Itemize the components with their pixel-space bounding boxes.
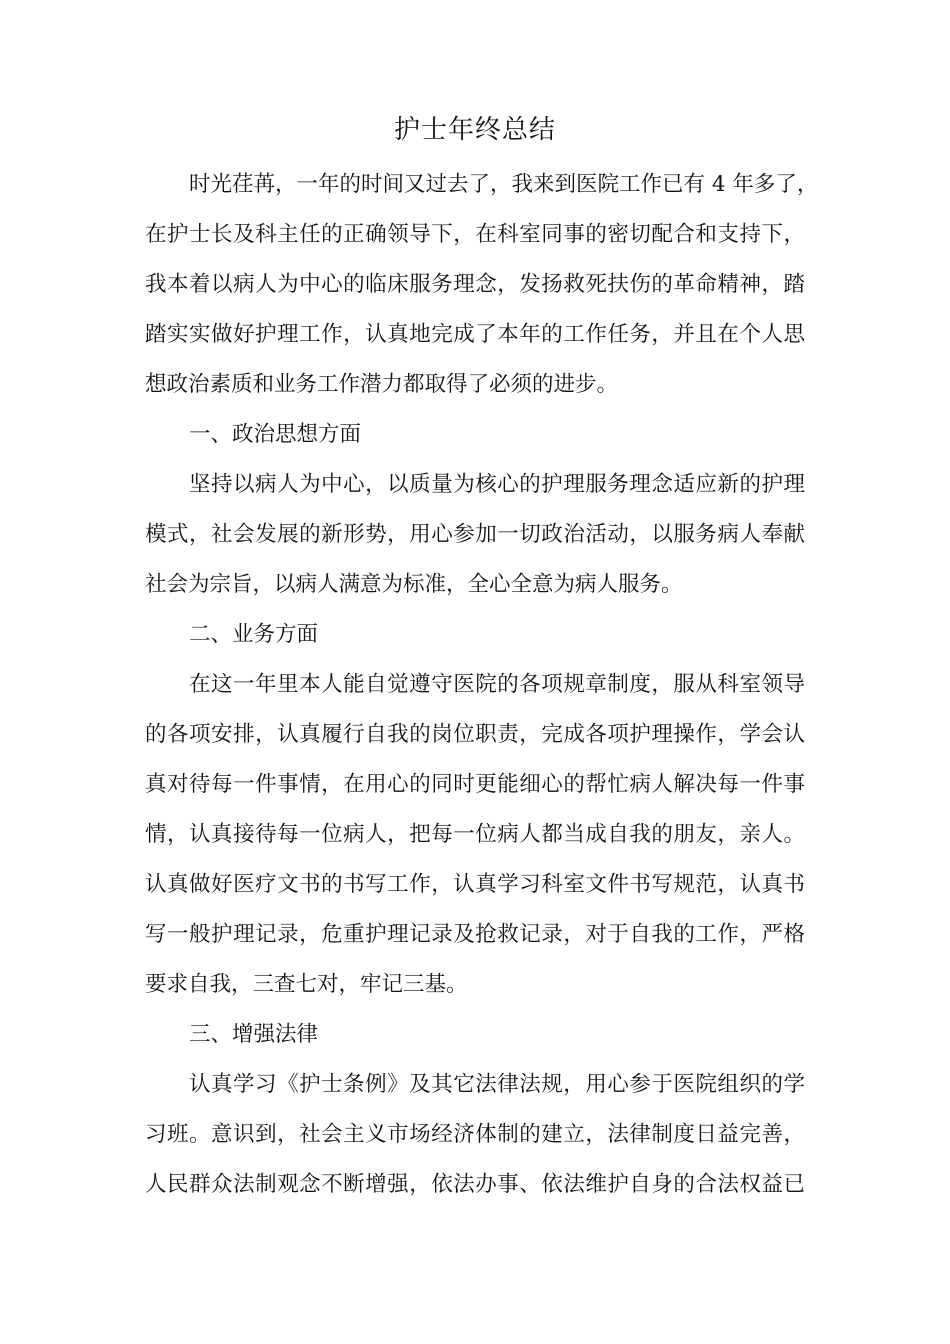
paragraph-line: 踏实实做好护理工作，认真地完成了本年的工作任务，并且在个人思 [145,322,805,347]
paragraph-line: 时光荏苒，一年的时间又过去了，我来到医院工作已有 4 年多了， [189,172,819,197]
paragraph-line: 认真学习《护士条例》及其它法律法规，用心参于医院组织的学 [189,1072,805,1097]
paragraph-line: 的各项安排，认真履行自我的岗位职责，完成各项护理操作，学会认 [145,722,805,747]
paragraph-line: 模式，社会发展的新形势，用心参加一切政治活动，以服务病人奉献 [145,522,805,547]
paragraph-line: 认真做好医疗文书的书写工作，认真学习科室文件书写规范，认真书 [145,872,805,897]
document-title: 护士年终总结 [393,115,556,145]
paragraph-line: 在护士长及科主任的正确领导下，在科室同事的密切配合和支持下， [145,222,805,247]
paragraph-line: 习班。意识到，社会主义市场经济体制的建立，法律制度日益完善， [145,1122,805,1147]
paragraph-line: 要求自我，三查七对，牢记三基。 [145,972,468,997]
section-heading: 一、政治思想方面 [189,422,362,447]
paragraph-line: 我本着以病人为中心的临床服务理念，发扬救死扶伤的革命精神，踏 [145,272,805,297]
paragraph-line: 人民群众法制观念不断增强，依法办事、依法维护自身的合法权益已 [145,1172,805,1197]
paragraph-line: 在这一年里本人能自觉遵守医院的各项规章制度，服从科室领导 [189,672,805,697]
section-heading: 三、增强法律 [189,1022,319,1047]
paragraph-line: 真对待每一件事情，在用心的同时更能细心的帮忙病人解决每一件事 [145,772,805,797]
paragraph-line: 写一般护理记录，危重护理记录及抢救记录，对于自我的工作，严格 [145,922,805,947]
paragraph-line: 社会为宗旨，以病人满意为标准，全心全意为病人服务。 [145,572,683,597]
section-heading: 二、业务方面 [189,622,319,647]
paragraph-line: 情，认真接待每一位病人，把每一位病人都当成自我的朋友，亲人。 [145,822,805,847]
paragraph-line: 想政治素质和业务工作潜力都取得了必须的进步。 [145,372,619,397]
paragraph-line: 坚持以病人为中心，以质量为核心的护理服务理念适应新的护理 [189,472,805,497]
